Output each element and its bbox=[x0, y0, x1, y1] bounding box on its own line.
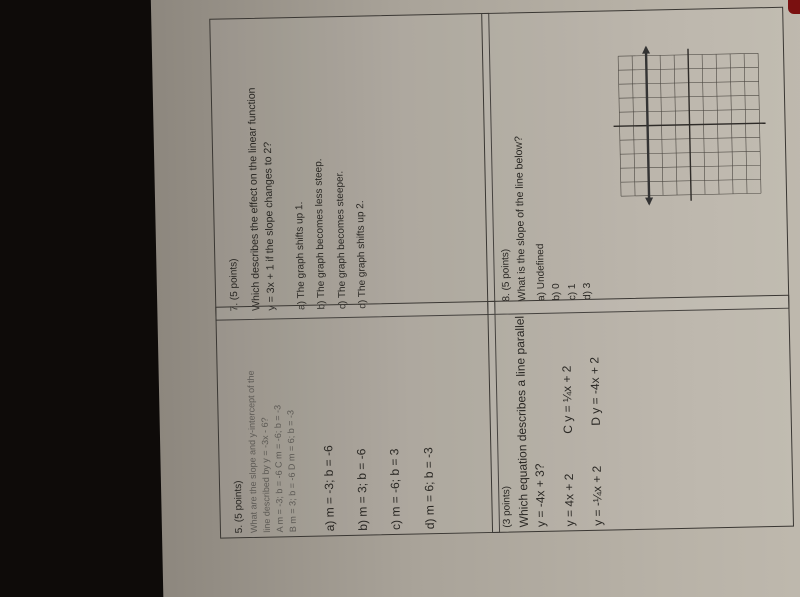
question-8-content bbox=[497, 135, 596, 302]
question-8-option-b: b) 0 bbox=[551, 283, 563, 301]
question-5-option-b: b) m = 3; b = -6 bbox=[354, 448, 371, 531]
question-8-header: 8. (5 points) bbox=[500, 248, 513, 302]
question-7-option-c: c) The graph becomes steeper. bbox=[334, 170, 349, 310]
question-6-option-d: D y = -4x + 2 bbox=[587, 356, 603, 426]
question-5-pale-line4: B m = 3; b = -6 D m = 6; b = -3 bbox=[285, 409, 298, 533]
coordinate-grid bbox=[608, 43, 771, 211]
question-5-option-d: d) m = 6; b = -3 bbox=[421, 447, 437, 530]
question-6-options-row2 bbox=[585, 314, 607, 526]
question-5-pale-line2: line described by y = -3x - 6? bbox=[259, 417, 272, 533]
question-6-text-line2: y = -4x + 3? bbox=[532, 463, 548, 528]
question-8-option-c: c) 1 bbox=[566, 283, 578, 301]
question-6-option-c: C y = ¼x + 2 bbox=[559, 365, 576, 434]
question-8-option-a: a) Undefined bbox=[534, 243, 547, 301]
question-8-text: What is the slope of the line below? bbox=[512, 136, 528, 302]
question-6-option-b: y = -¼x + 2 bbox=[589, 465, 605, 526]
question-7-content bbox=[224, 85, 372, 311]
red-object-corner bbox=[788, 0, 800, 14]
question-7-text-line2: y = 3x + 1 if the slope changes to 2? bbox=[261, 141, 278, 311]
line-arrow-bottom bbox=[645, 198, 653, 206]
grid-axes bbox=[612, 47, 767, 202]
question-7-header: 7. (5 points) bbox=[228, 258, 241, 312]
line-arrow-top bbox=[642, 46, 650, 54]
question-7-panel bbox=[209, 13, 495, 321]
question-6-option-a: y = 4x + 2 bbox=[562, 473, 578, 527]
question-8-panel bbox=[481, 7, 789, 315]
question-6-options-row1 bbox=[558, 315, 580, 527]
question-8-option-d: d) 3 bbox=[582, 282, 594, 301]
question-5-option-c: c) m = -6; b = 3 bbox=[387, 448, 404, 531]
question-7-text-line1: Which describes the effect on the linear function bbox=[245, 87, 262, 311]
question-5-content bbox=[230, 367, 440, 534]
question-7-option-a: a) The graph shifts up 1. bbox=[294, 201, 308, 311]
question-7-option-b: b) The graph becomes less steep. bbox=[313, 158, 328, 310]
question-7-option-d: d) The graph shifts up 2. bbox=[355, 200, 369, 309]
worksheet-paper bbox=[150, 0, 800, 597]
question-5-pale-line3: A m = -3; b = -6 C m = -6; b = -3 bbox=[271, 404, 285, 533]
question-5-option-a: a) m = -3; b = -6 bbox=[320, 445, 337, 532]
question-5-panel bbox=[215, 301, 500, 539]
question-6-content bbox=[497, 314, 607, 528]
question-6-panel bbox=[487, 295, 794, 533]
graphed-line bbox=[646, 48, 649, 204]
question-5-pale-line1: What are the slope and y-intercept of the bbox=[245, 370, 259, 534]
question-6-header: (3 points) bbox=[501, 485, 513, 528]
question-5-header: 5. (5 points) bbox=[232, 480, 246, 534]
question-6-text-line1: Which equation describes a line parallel bbox=[512, 315, 531, 528]
